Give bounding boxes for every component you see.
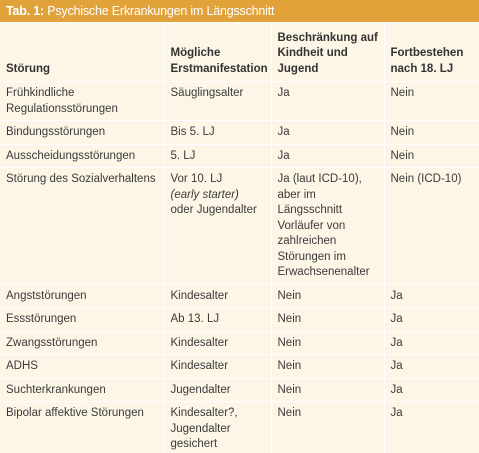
- cell-disorder: Angststörungen: [0, 284, 164, 308]
- cell-restriction: Ja: [271, 121, 384, 145]
- cell-persistence: Ja: [384, 284, 479, 308]
- cell-disorder: Störung des Sozialverhaltens: [0, 168, 164, 285]
- cell-disorder: Bindungsstörungen: [0, 121, 164, 145]
- cell-restriction: Nein: [271, 331, 384, 355]
- cell-onset: Bis 5. LJ: [164, 121, 271, 145]
- table-row: [0, 121, 479, 145]
- header-row: [0, 23, 479, 82]
- cell-restriction: Nein: [271, 284, 384, 308]
- cell-restriction: Nein: [271, 355, 384, 379]
- cell-persistence: Ja: [384, 402, 479, 453]
- cell-persistence: Nein: [384, 121, 479, 145]
- cell-onset: 5. LJ: [164, 144, 271, 168]
- cell-disorder: Bipolar affektive Störungen: [0, 402, 164, 453]
- cell-onset: Kindesalter?, Jugendalter gesichert: [164, 402, 271, 453]
- cell-disorder: Suchterkrankungen: [0, 378, 164, 402]
- cell-restriction: Nein: [271, 402, 384, 453]
- table-row: [0, 168, 479, 285]
- cell-onset: Kindesalter: [164, 355, 271, 379]
- cell-onset: Säuglingsalter: [164, 82, 271, 121]
- table-row: [0, 355, 479, 379]
- cell-persistence: Ja: [384, 308, 479, 332]
- cell-persistence: Nein (ICD-10): [384, 168, 479, 285]
- onset-line: Vor 10. LJ: [170, 173, 223, 185]
- table-row: [0, 331, 479, 355]
- header-restriction: Beschränkung auf Kindheit und Jugend: [271, 23, 384, 82]
- cell-disorder: Frühkindliche Regulationsstörungen: [0, 82, 164, 121]
- cell-restriction: Ja (laut ICD-10), aber im Längsschnitt Vorläufer von zahlreichen Störungen im Erwachsenenalter: [271, 168, 384, 285]
- onset-line: oder Jugendalter: [170, 204, 257, 216]
- table-row: [0, 308, 479, 332]
- table-row: [0, 378, 479, 402]
- table-row: [0, 402, 479, 453]
- cell-persistence: Nein: [384, 82, 479, 121]
- cell-onset: Ab 13. LJ: [164, 308, 271, 332]
- table-row: [0, 284, 479, 308]
- cell-restriction: Nein: [271, 378, 384, 402]
- cell-persistence: Ja: [384, 331, 479, 355]
- onset-note: (early starter): [170, 188, 239, 201]
- table-title: [0, 0, 479, 22]
- cell-onset: Jugendalter: [164, 378, 271, 402]
- disorders-table: [0, 22, 479, 453]
- cell-persistence: Nein: [384, 144, 479, 168]
- cell-restriction: Nein: [271, 308, 384, 332]
- cell-disorder: ADHS: [0, 355, 164, 379]
- table-row: [0, 144, 479, 168]
- cell-disorder: Essstörungen: [0, 308, 164, 332]
- cell-onset: [164, 168, 271, 285]
- header-persistence: Fortbestehen nach 18. LJ: [384, 23, 479, 82]
- cell-restriction: Ja: [271, 144, 384, 168]
- table-row: [0, 82, 479, 121]
- cell-persistence: Ja: [384, 378, 479, 402]
- table-number: Tab. 1:: [6, 4, 44, 18]
- table-caption: Psychische Erkrankungen im Längsschnitt: [43, 4, 275, 18]
- cell-persistence: Ja: [384, 355, 479, 379]
- cell-onset: Kindesalter: [164, 284, 271, 308]
- cell-disorder: Zwangsstörungen: [0, 331, 164, 355]
- cell-restriction: Ja: [271, 82, 384, 121]
- cell-onset: Kindesalter: [164, 331, 271, 355]
- header-onset: Mögliche Erstmanifestation: [164, 23, 271, 82]
- cell-disorder: Ausscheidungsstörungen: [0, 144, 164, 168]
- header-disorder: Störung: [0, 23, 164, 82]
